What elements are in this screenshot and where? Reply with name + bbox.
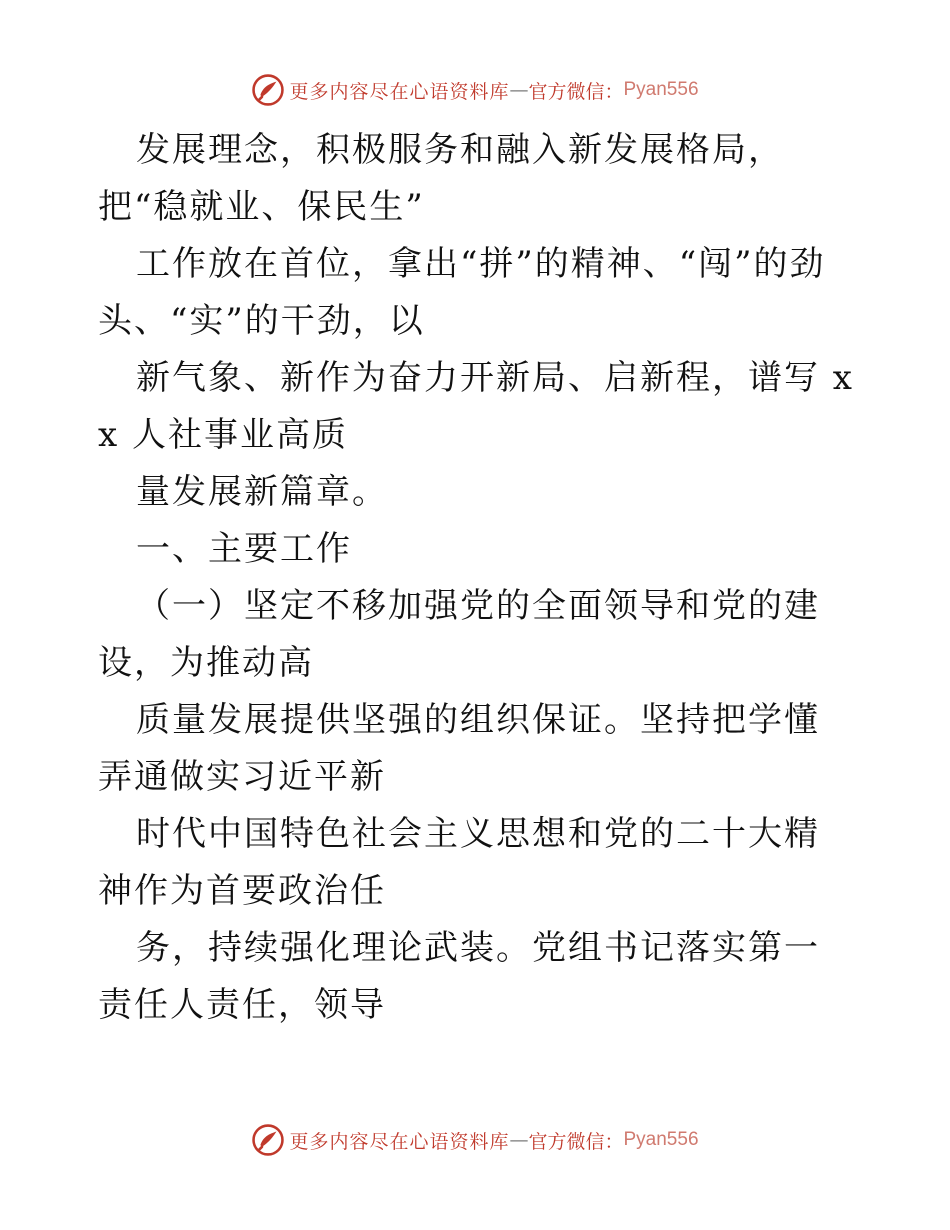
watermark-separator: — [509,79,529,101]
paragraph: 时代中国特色社会主义思想和党的二十大精神作为首要政治任 [98,814,820,911]
watermark-brand-text: 更多内容尽在心语资料库 [289,80,510,103]
header-watermark [0,70,950,110]
footer-watermark [0,1120,950,1160]
paragraph: 量发展新篇章。 [136,472,388,512]
paragraph: 工作放在首位，拿出“拼”的精神、“闯”的劲头、“实”的干劲，以 [98,244,826,341]
brand-logo-icon [251,73,285,107]
watermark-wechat-label: 官方微信： [528,80,624,103]
paragraph: 务，持续强化理论武装。党组书记落实第一责任人责任，领导 [98,928,820,1025]
watermark-wechat-id: Pyan556 [623,1129,699,1150]
paragraph: 发展理念，积极服务和融入新发展格局，把“稳就业、保民生” [98,130,784,227]
paragraph: 新气象、新作为奋力开新局、启新程，谱写 xx 人社事业高质 [98,358,854,455]
document-body [98,122,854,1034]
paragraph: （一）坚定不移加强党的全面领导和党的建设，为推动高 [98,586,820,683]
section-heading: 一、主要工作 [136,529,352,569]
watermark-wechat-label: 官方微信： [528,1130,624,1153]
brand-logo-icon [251,1123,285,1157]
paragraph: 质量发展提供坚强的组织保证。坚持把学懂弄通做实习近平新 [98,700,820,797]
watermark-brand-text: 更多内容尽在心语资料库 [289,1130,510,1153]
watermark-separator: — [509,1129,529,1151]
watermark-wechat-id: Pyan556 [623,79,699,100]
